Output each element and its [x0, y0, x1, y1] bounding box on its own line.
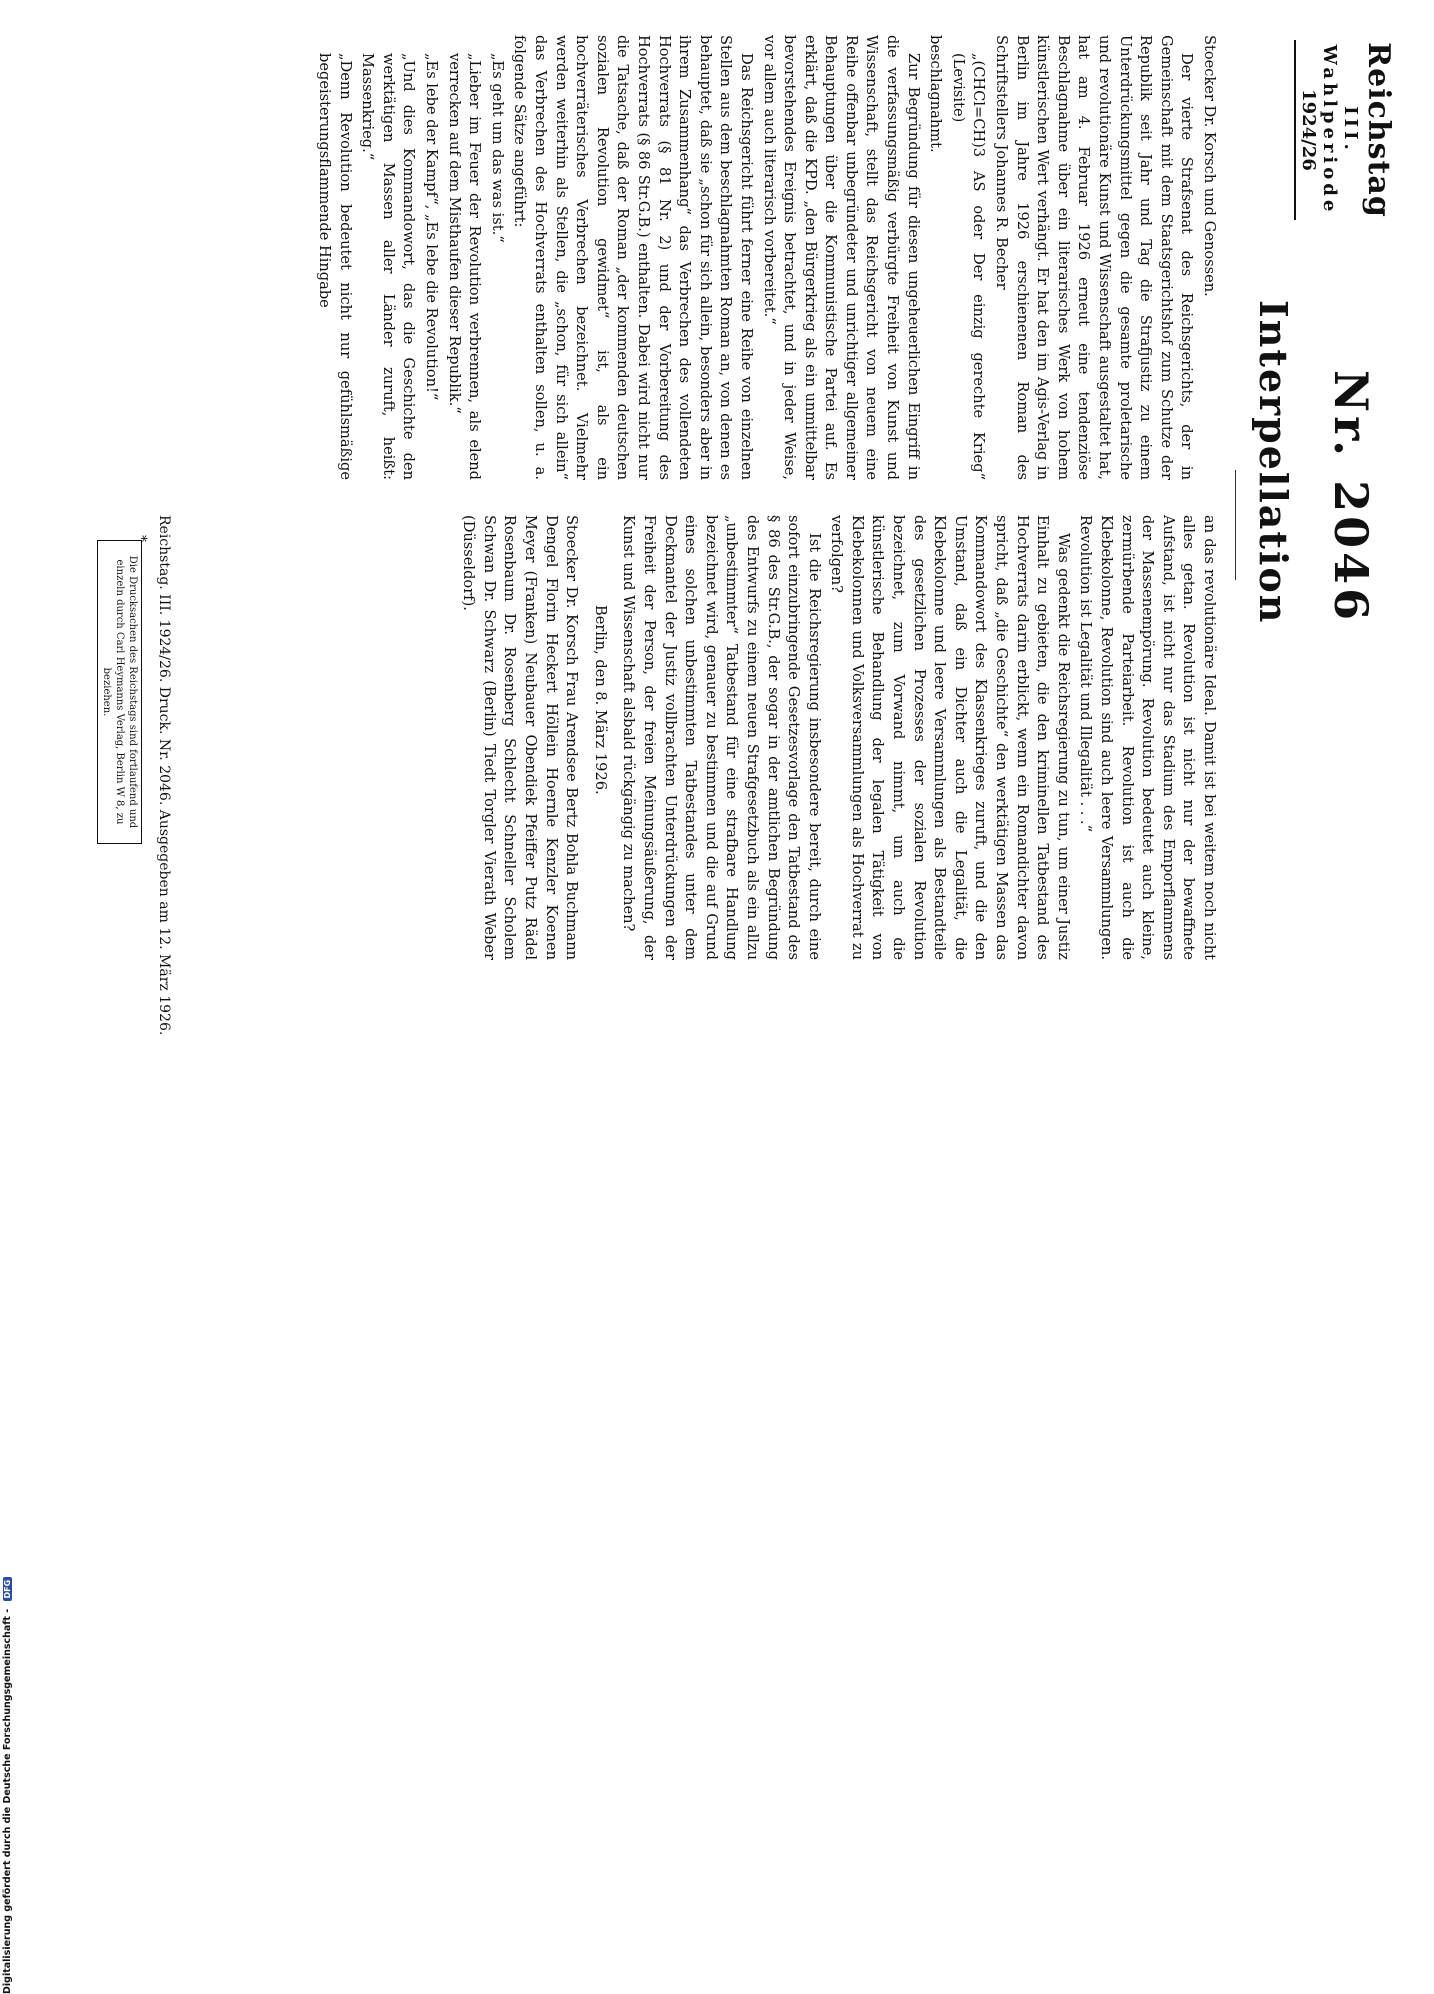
authors-line: Stoecker Dr. Korsch und Genossen. — [1201, 35, 1218, 297]
wahlperiode-label: III. Wahlperiode — [1319, 44, 1361, 216]
paragraph: Was gedenkt die Reichsregierung zu tun, um einer Justiz Einhalt zu gebieten, die den kriminellen Tatbestand des Hochverrats darin erblickt, wenn ein Romandichter davon spricht, daß „die Geschichte“ den werktätigen Massen das Kommandowort des Klassenkrieges zuruft, und die den Umstand, daß ein Dichter auch die Legalität, die Klebekolonne und leere Versammlungen als Bestandteile des gesetzlichen Prozesses der sozialen Revolution bezeichnet, zum Vorwand nimmt, um auch die künstlerische Behandlung der legalen Tätigkeit von Klebekolonnen und Volksversammlungen als Hochverrat zu verfolgen? — [828, 515, 1072, 960]
quote: „Es lebe der Kampf“, „Es lebe die Revolution!“ — [423, 53, 441, 401]
digitization-credit: Digitalisierung gefördert durch die Deutsche Forschungsgemeinschaft - — [2, 1608, 13, 1994]
period-years: 1924/26 — [1294, 40, 1319, 220]
footer-star: * — [133, 535, 149, 542]
quote: „Es geht um das was ist.“ — [488, 53, 506, 243]
document-header — [1226, 40, 1396, 960]
footer-print-line: Reichstag. III. 1924/26. Druck. Nr. 2046. Ausgegeben am 12. März 1926. — [156, 515, 172, 1036]
document-number: Nr. 2046 — [1324, 370, 1378, 625]
reichstag-header — [1294, 40, 1396, 220]
paragraph: Das Reichsgericht führt ferner eine Reihe von einzelnen Stellen aus dem beschlagnahmten Roman an, von denen es behauptet, daß sie „schon für sich allein, besonders aber in ihrem Zusammenhang“ das Verbrechen des vollendeten Hochverrats (§ 81 Nr. 2) und der Vorbereitung des Hochverrats (§ 86 Str.G.B.) enthalten. Dabei wird nicht nur die Tatsache, daß der Roman „der kommenden deutschen sozialen Revolution gewidmet“ ist, als ein hochverräterisches Verbrechen bezeichnet. Vielmehr werden weiterhin als Stellen, die „schon, für sich allein“ das Verbrechen des Hochverrats enthalten sollen, u. a. folgende Sätze angeführt: — [511, 35, 755, 480]
paragraph: Der vierte Strafsenat des Reichsgerichts, der in Gemeinschaft mit dem Staatsgerichtshof zum Schutze der Republik seit Jahr und Tag die Strafjustiz zu einem Unterdrückungsmittel gegen die gesamte proletarische und revolutionäre Kunst und Wissenschaft ausgestaltet hat, hat am 4. Februar 1926 erneut eine tendenziöse Beschlagnahme über ein literarisches Werk von hohem künstlerischen Wert verhängt. Er hat den im Agis-Verlag in Berlin im Jahre 1926 erschienenen Roman des Schriftstellers Johannes R. Becher — [993, 35, 1196, 480]
paragraph: an das revolutionäre Ideal. Damit ist bei weitem noch nicht alles getan. Revolution ist nicht nur der bewaffnete Aufstand, ist nicht nur das Stadium des Emporflammens der Massenempörung. Revolution bedeutet auch kleine, zermürbende Parteiarbeit. Revolution ist auch die Klebekolonne, Revolution sind auch leere Versammlungen. Revolution ist Legalität und Illegalität . . .“ — [1077, 515, 1218, 960]
reichstag-title: Reichstag — [1361, 42, 1396, 218]
document-type-title: Interpellation — [1251, 300, 1296, 625]
footer-publisher-note: Die Drucksachen des Reichstags sind fortlaufend und einzeln durch Carl Heymanns Verlag, Berlin W 8, zu beziehen. — [97, 540, 142, 844]
paragraph: Zur Begründung für diesen ungeheuerlichen Eingriff in die verfassungsmäßig verbürgte Freiheit von Kunst und Wissenschaft, stellt das Reichsgericht von neuem eine Reihe offenbar unbegründeter und unrichtiger allgemeiner Behauptungen über die Kommunistische Partei auf. Es erklärt, daß die KPD. „den Bürgerkrieg als ein unmittelbar bevorstehendes Ereignis betrachtet, und in jeder Weise, vor allem auch literarisch vorbereitet.“ — [760, 35, 922, 480]
quote: „Und dies Kommandowort, das die Geschichte den werktätigen Massen aller Länder zuruft, heißt: Massenkrieg.“ — [359, 53, 418, 480]
quote: „Denn Revolution bedeutet nicht nur gefühlsmäßige begeisterungsflammende Hingabe — [316, 53, 354, 480]
book-title-quote: „(CHCl=CH)3 AS oder Der einzig gerechte Krieg“ (Levisite) — [949, 53, 988, 480]
quote: „Lieber im Feuer der Revolution verbrennen, als elend verrecken auf dem Misthaufen dieser Republik.“ — [445, 53, 484, 480]
dfg-logo-icon: DFG — [3, 1577, 12, 1602]
header-divider — [1235, 470, 1236, 580]
signers-list: Stoecker Dr. Korsch Frau Arendsee Bertz Bohla Buchmann Dengel Florin Heckert Höllein Hoernle Kenzler Koenen Meyer (Franken) Neubauer Obendiek Pfeiffer Putz Rädel Rosenbaum Dr. Rosenberg Schlecht Schneller Scholem Schwan Dr. Schwarz (Berlin) Tiedt Torgler Vierath Weber (Düsseldorf). — [460, 515, 581, 960]
right-text-column — [456, 515, 1219, 960]
place-date: Berlin, den 8. März 1926. — [591, 605, 609, 795]
left-text-column — [311, 35, 1219, 480]
paragraph: Ist die Reichsregierung insbesondere bereit, durch eine sofort einzubringende Gesetzesvorlage den Tatbestand des § 86 des Str.G.B., der sogar in der amtlichen Begründung des Entwurfs zu einem neuen Strafgesetzbuch als ein allzu „unbestimmter“ Tatbestand für eine strafbare Handlung bezeichnet wird, genauer zu bestimmen und die auf Grund eines solchen unbestimmten Tatbestandes unter dem Deckmantel der Justiz vollbrachten Unterdrückungen der Freiheit der Person, der freien Meinungsäußerung, der Kunst und Wissenschaft alsbald rückgängig zu machen? — [620, 515, 823, 960]
paragraph: beschlagnahmt. — [927, 35, 945, 153]
digitization-sidebar — [2, 1002, 16, 1994]
